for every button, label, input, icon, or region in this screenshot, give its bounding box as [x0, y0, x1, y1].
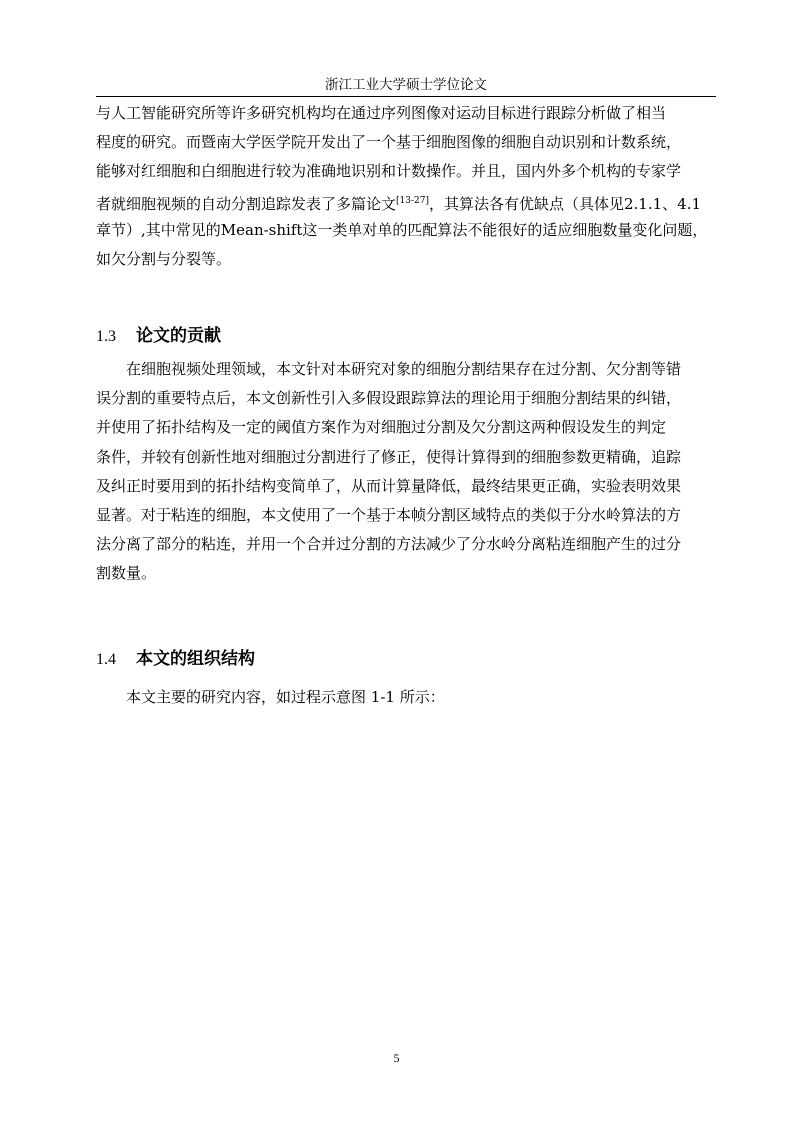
paragraph-line: 在细胞视频处理领域，本文针对本研究对象的细胞分割结果存在过分割、欠分割等错	[126, 360, 682, 378]
paragraph-line: 章节）,其中常见的Mean-shift这一类单对单的匹配算法不能很好的适应细胞数量变化问题，	[96, 220, 708, 239]
paragraph-text: ，其算法各有优缺点（具体见2.1.1、4.1	[428, 194, 702, 213]
paragraph-line: 本文主要的研究内容，如过程示意图 1-1 所示：	[126, 688, 445, 706]
paragraph-text: 者就细胞视频的自动分割追踪发表了多篇论文	[96, 194, 397, 213]
paragraph-line: 能够对红细胞和白细胞进行较为准确地识别和计数操作。并且，国内外多个机构的专家学	[96, 162, 682, 181]
section-title: 本文的组织结构	[136, 649, 255, 669]
section-number: 1.4	[96, 651, 116, 668]
paragraph-line: 法分离了部分的粘连，并用一个合并过分割的方法减少了分水岭分离粘连细胞产生的过分	[96, 535, 682, 554]
section-heading-1-4	[96, 647, 255, 672]
intro-paragraph	[96, 99, 720, 274]
section-number: 1.3	[96, 328, 116, 345]
paragraph-line	[96, 187, 720, 216]
section-heading-1-3	[96, 324, 221, 349]
paragraph-line: 条件，并较有创新性地对细胞过分割进行了修正，使得计算得到的细胞参数更精确，追踪	[96, 447, 682, 466]
paragraph-line: 如欠分割与分裂等。	[96, 249, 232, 268]
organization-paragraph	[96, 683, 720, 712]
citation-reference: [13-27]	[396, 195, 429, 206]
paragraph-line: 误分割的重要特点后，本文创新性引入多假设跟踪算法的理论用于细胞分割结果的纠错，	[96, 389, 682, 408]
paragraph-line: 显著。对于粘连的细胞，本文使用了一个基于本帧分割区域特点的类似于分水岭算法的方	[96, 505, 682, 524]
paragraph-line: 及纠正时要用到的拓扑结构变简单了，从而计算量降低，最终结果更正确，实验表明效果	[96, 476, 682, 495]
running-header: 浙江工业大学硕士学位论文	[325, 77, 487, 93]
section-title: 论文的贡献	[136, 326, 221, 346]
paragraph-line: 与人工智能研究所等许多研究机构均在通过序列图像对运动目标进行跟踪分析做了相当	[96, 104, 667, 122]
paragraph-line: 并使用了拓扑结构及一定的阈值方案作为对细胞过分割及欠分割这两种假设发生的判定	[96, 418, 667, 437]
paragraph-line: 程度的研究。而暨南大学医学院开发出了一个基于细胞图像的细胞自动识别和计数系统，	[96, 133, 682, 152]
header-rule	[96, 96, 716, 97]
page-number: 5	[393, 1051, 400, 1065]
paragraph-line: 割数量。	[96, 564, 157, 583]
contribution-paragraph	[96, 355, 720, 589]
